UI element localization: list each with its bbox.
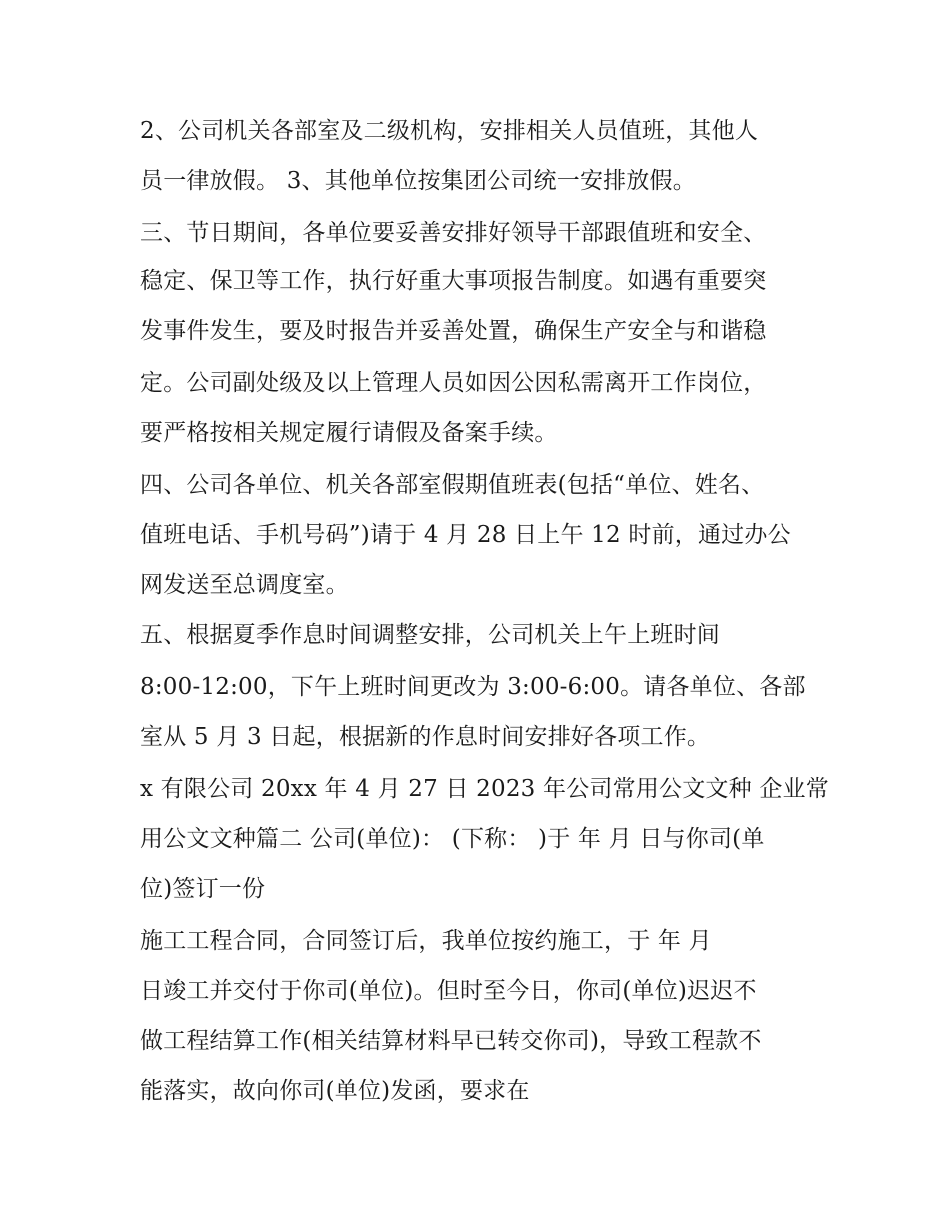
text-line: 三、节日期间，各单位要妥善安排好领导干部跟值班和安全、 [140,220,767,246]
text-line: 员一律放假。 3、其他单位按集团公司统一安排放假。 [140,168,696,194]
text-line: 室从 5 月 3 日起，根据新的作息时间安排好各项工作。 [140,724,711,750]
text-line: 四、公司各单位、机关各部室假期值班表(包括“单位、姓名、 [140,472,765,498]
text-line: 日竣工并交付于你司(单位)。但时至今日，你司(单位)迟迟不 [140,978,757,1004]
text-line: 施工工程合同，合同签订后，我单位按约施工，于 年 月 [140,928,712,954]
text-line: x 有限公司 20xx 年 4 月 27 日 2023 年公司常用公文文种 企业常 [140,776,829,802]
text-line: 定。公司副处级及以上管理人员如因公因私需离开工作岗位， [140,370,767,396]
text-line: 要严格按相关规定履行请假及备案手续。 [140,420,558,446]
text-line: 用公文文种篇二 公司(单位)： (下称： )于 年 月 日与你司(单 [140,826,765,852]
text-line: 做工程结算工作(相关结算材料早已转交你司)，导致工程款不 [140,1028,762,1054]
text-line: 稳定、保卫等工作，执行好重大事项报告制度。如遇有重要突 [140,268,767,294]
text-line: 五、根据夏季作息时间调整安排，公司机关上午上班时间 [140,622,720,648]
text-line: 发事件发生，要及时报告并妥善处置，确保生产安全与和谐稳 [140,318,767,344]
text-line: 位)签订一份 [140,876,266,902]
text-line: 2、公司机关各部室及二级机构，安排相关人员值班，其他人 [140,118,759,144]
text-line: 网发送至总调度室。 [140,572,349,598]
text-line: 能落实，故向你司(单位)发函，要求在 [140,1078,530,1104]
text-line: 8:00-12:00，下午上班时间更改为 3:00-6:00。请各单位、各部 [140,674,806,700]
text-line: 值班电话、手机号码”)请于 4 月 28 日上午 12 时前，通过办公 [140,522,791,548]
